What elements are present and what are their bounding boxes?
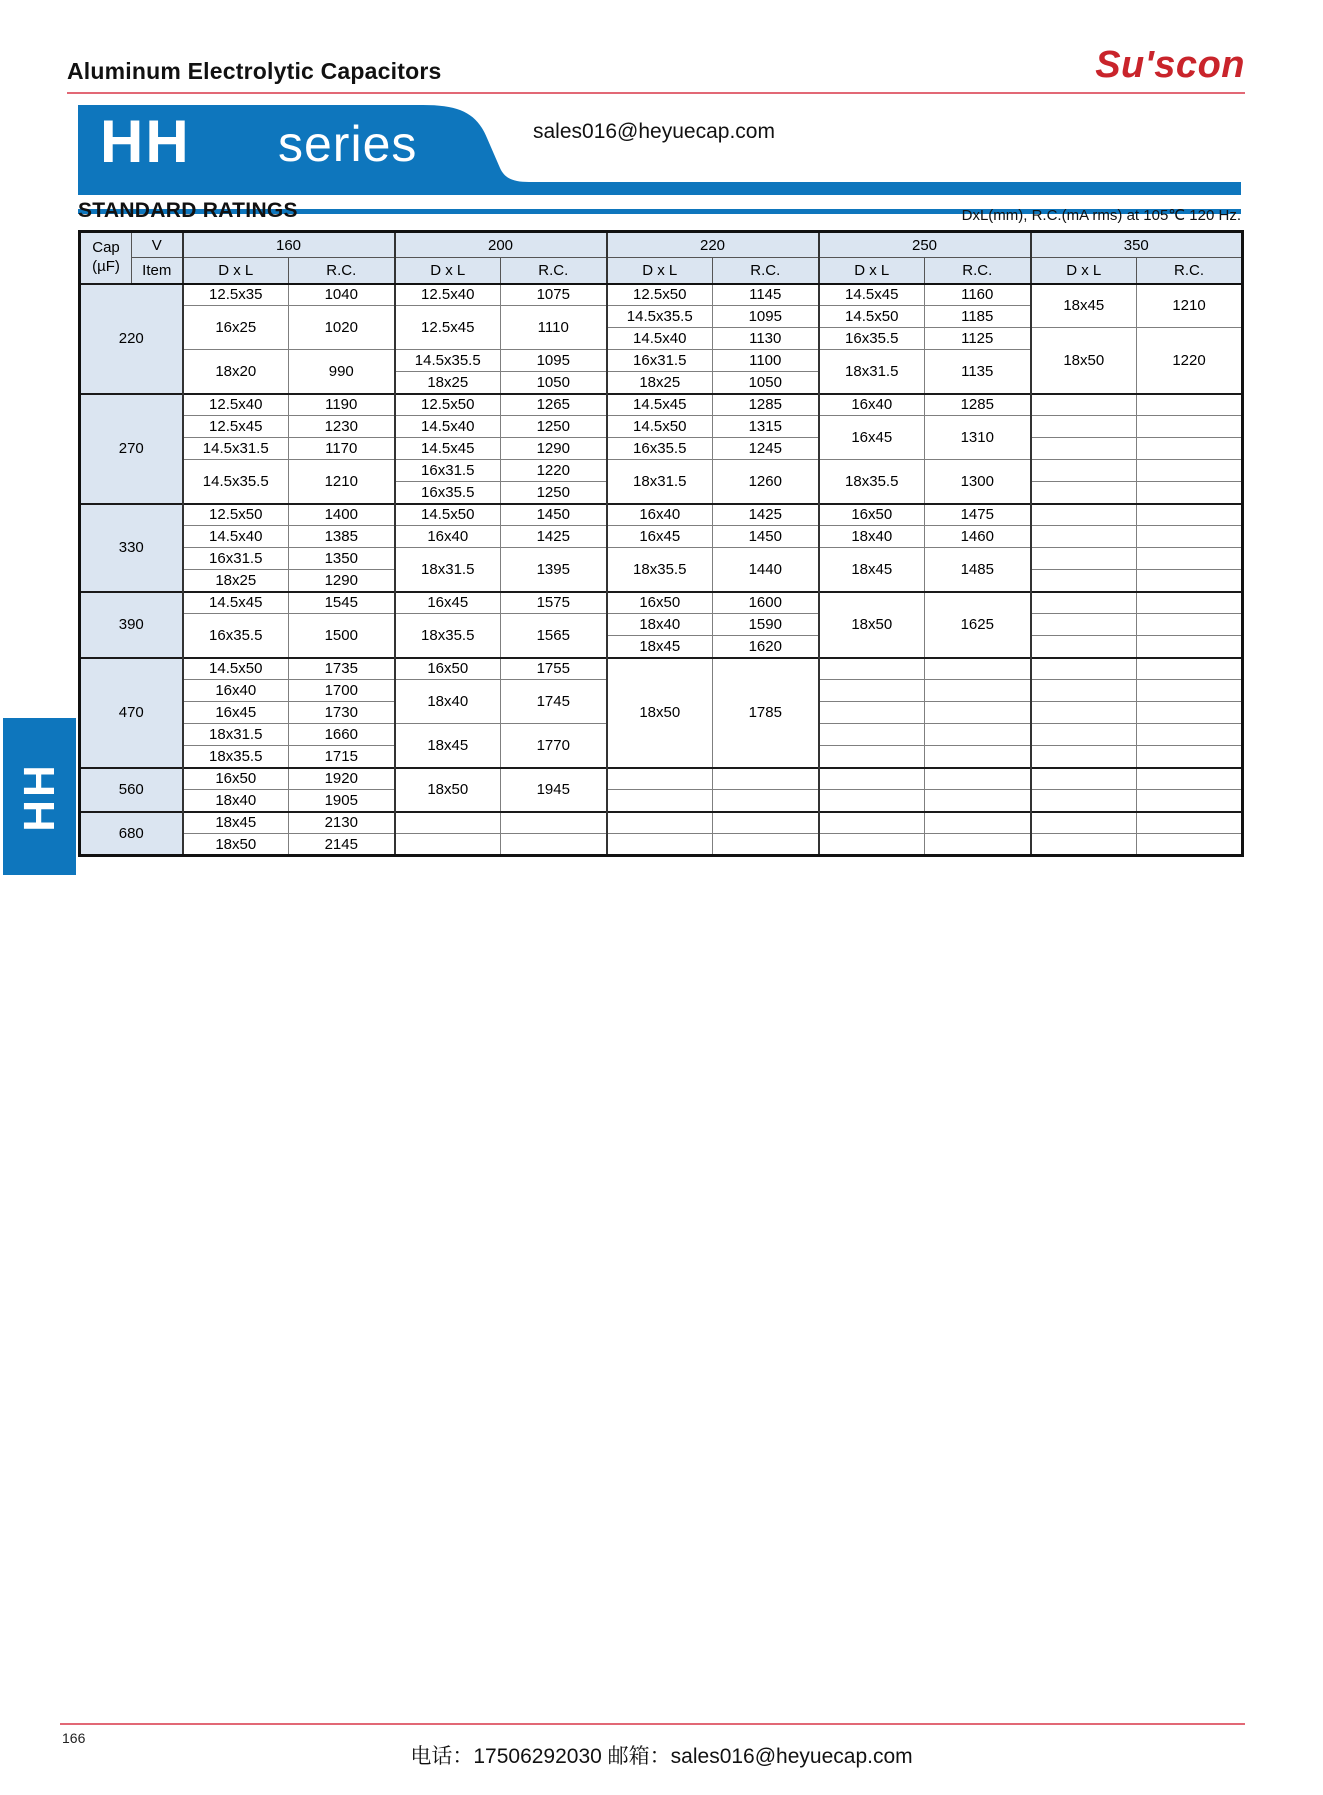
rc-cell: 1715 <box>289 746 395 768</box>
rc-cell <box>1137 768 1243 790</box>
side-tab-label: HH <box>14 761 64 832</box>
dxl-cell: 14.5x40 <box>183 526 289 548</box>
dxl-cell: 18x45 <box>183 812 289 834</box>
dxl-cell <box>1031 570 1137 592</box>
dxl-cell: 18x45 <box>819 548 925 592</box>
dxl-cell <box>395 812 501 834</box>
dxl-cell <box>1031 416 1137 438</box>
rc-cell: 1290 <box>289 570 395 592</box>
rc-cell <box>1137 636 1243 658</box>
rc-cell: 1050 <box>501 372 607 394</box>
dxl-cell <box>819 834 925 856</box>
dxl-cell: 18x45 <box>395 724 501 768</box>
rc-cell: 1475 <box>925 504 1031 526</box>
dxl-cell <box>819 812 925 834</box>
dxl-cell: 18x35.5 <box>183 746 289 768</box>
rc-cell: 1735 <box>289 658 395 680</box>
dxl-cell: 18x25 <box>183 570 289 592</box>
dxl-cell: 14.5x50 <box>395 504 501 526</box>
dxl-cell <box>607 834 713 856</box>
dxl-cell <box>607 812 713 834</box>
dxl-cell: 18x25 <box>395 372 501 394</box>
dxl-cell: 18x35.5 <box>395 614 501 658</box>
rc-cell <box>1137 680 1243 702</box>
series-word: series <box>278 116 418 172</box>
cap-unit-label: (µF) <box>92 257 120 275</box>
dxl-cell: 18x50 <box>607 658 713 768</box>
rc-cell <box>1137 504 1243 526</box>
rc-cell: 1400 <box>289 504 395 526</box>
rc-cell: 1265 <box>501 394 607 416</box>
rc-cell: 1425 <box>501 526 607 548</box>
dxl-cell: 14.5x50 <box>183 658 289 680</box>
rc-cell: 1210 <box>289 460 395 504</box>
rc-cell: 990 <box>289 350 395 394</box>
dxl-cell: 18x35.5 <box>819 460 925 504</box>
table-row <box>80 284 1243 306</box>
rc-cell: 1500 <box>289 614 395 658</box>
dxl-cell <box>819 790 925 812</box>
rc-cell <box>1137 658 1243 680</box>
dxl-cell: 16x35.5 <box>183 614 289 658</box>
table-row <box>80 504 1243 526</box>
rc-cell: 1230 <box>289 416 395 438</box>
table-row <box>80 790 1243 812</box>
rc-cell: 1095 <box>713 306 819 328</box>
banner-swoosh-shape <box>78 105 1241 195</box>
dxl-cell: 16x35.5 <box>607 438 713 460</box>
dxl-cell <box>819 680 925 702</box>
dxl-header: D x L <box>607 258 713 284</box>
dxl-cell: 12.5x45 <box>183 416 289 438</box>
dxl-cell: 14.5x45 <box>819 284 925 306</box>
page-number: 166 <box>62 1730 86 1746</box>
table-row <box>80 658 1243 680</box>
rc-cell <box>1137 482 1243 504</box>
rc-cell: 2130 <box>289 812 395 834</box>
document-title: Aluminum Electrolytic Capacitors <box>67 58 442 84</box>
dxl-cell: 16x40 <box>395 526 501 548</box>
rc-cell <box>501 812 607 834</box>
rc-cell: 1385 <box>289 526 395 548</box>
rc-cell: 1700 <box>289 680 395 702</box>
rc-cell <box>1137 724 1243 746</box>
dxl-cell: 18x40 <box>183 790 289 812</box>
series-code: HH <box>100 108 191 175</box>
rc-cell: 1050 <box>713 372 819 394</box>
table-row <box>80 834 1243 856</box>
rc-cell: 1450 <box>501 504 607 526</box>
dxl-cell: 16x45 <box>183 702 289 724</box>
rc-cell: 1945 <box>501 768 607 812</box>
footer-rule <box>60 1723 1245 1725</box>
table-row <box>80 526 1243 548</box>
rc-cell: 1565 <box>501 614 607 658</box>
voltage-axis-label: V <box>132 232 183 258</box>
rc-cell: 1575 <box>501 592 607 614</box>
dxl-cell: 14.5x50 <box>607 416 713 438</box>
rc-cell: 1250 <box>501 416 607 438</box>
rc-cell: 1300 <box>925 460 1031 504</box>
rc-cell <box>1137 394 1243 416</box>
rc-cell: 1425 <box>713 504 819 526</box>
dxl-header: D x L <box>395 258 501 284</box>
dxl-cell <box>1031 702 1137 724</box>
dxl-cell <box>607 768 713 790</box>
dxl-cell <box>1031 438 1137 460</box>
ratings-note: DxL(mm), R.C.(mA rms) at 105℃ 120 Hz. <box>961 207 1241 224</box>
rc-cell: 1450 <box>713 526 819 548</box>
dxl-cell: 18x31.5 <box>607 460 713 504</box>
rc-cell: 1145 <box>713 284 819 306</box>
rc-cell: 2145 <box>289 834 395 856</box>
rc-cell: 1315 <box>713 416 819 438</box>
dxl-cell: 16x45 <box>607 526 713 548</box>
rc-header: R.C. <box>501 258 607 284</box>
rc-cell <box>925 768 1031 790</box>
dxl-cell: 16x35.5 <box>395 482 501 504</box>
rc-cell <box>713 790 819 812</box>
rc-header: R.C. <box>1137 258 1243 284</box>
dxl-cell <box>1031 504 1137 526</box>
cap-value-cell: 330 <box>80 504 183 592</box>
rc-cell: 1590 <box>713 614 819 636</box>
dxl-cell: 18x40 <box>607 614 713 636</box>
dxl-cell: 14.5x45 <box>395 438 501 460</box>
contact-email: sales016@heyuecap.com <box>533 120 775 143</box>
dxl-cell: 14.5x50 <box>819 306 925 328</box>
dxl-cell: 16x31.5 <box>607 350 713 372</box>
rc-cell <box>1137 592 1243 614</box>
dxl-cell: 18x25 <box>607 372 713 394</box>
rc-header: R.C. <box>925 258 1031 284</box>
rc-cell: 1095 <box>501 350 607 372</box>
dxl-cell: 16x35.5 <box>819 328 925 350</box>
rc-cell: 1220 <box>501 460 607 482</box>
rc-cell <box>925 746 1031 768</box>
dxl-cell: 18x40 <box>819 526 925 548</box>
rc-cell: 1185 <box>925 306 1031 328</box>
cap-value-cell: 270 <box>80 394 183 504</box>
section-title: STANDARD RATINGS <box>78 199 298 222</box>
dxl-cell: 12.5x45 <box>395 306 501 350</box>
dxl-cell: 14.5x40 <box>607 328 713 350</box>
rc-cell: 1260 <box>713 460 819 504</box>
rc-cell: 1245 <box>713 438 819 460</box>
dxl-cell: 14.5x31.5 <box>183 438 289 460</box>
rc-cell: 1020 <box>289 306 395 350</box>
rc-cell: 1285 <box>713 394 819 416</box>
rc-cell: 1135 <box>925 350 1031 394</box>
dxl-cell <box>1031 834 1137 856</box>
rc-header: R.C. <box>713 258 819 284</box>
dxl-header: D x L <box>1031 258 1137 284</box>
item-label: Item <box>132 258 183 284</box>
voltage-header-250: 250 <box>819 232 1031 258</box>
dxl-cell <box>1031 724 1137 746</box>
dxl-cell: 14.5x45 <box>607 394 713 416</box>
dxl-cell <box>819 768 925 790</box>
dxl-cell: 14.5x45 <box>183 592 289 614</box>
dxl-cell: 14.5x35.5 <box>183 460 289 504</box>
rc-cell <box>1137 526 1243 548</box>
rc-cell <box>1137 702 1243 724</box>
dxl-cell <box>1031 614 1137 636</box>
dxl-cell: 16x50 <box>183 768 289 790</box>
standard-ratings-table <box>78 230 1244 857</box>
table-row <box>80 812 1243 834</box>
dxl-cell <box>1031 768 1137 790</box>
dxl-cell <box>1031 680 1137 702</box>
rc-cell: 1350 <box>289 548 395 570</box>
dxl-cell <box>819 746 925 768</box>
rc-cell: 1545 <box>289 592 395 614</box>
dxl-cell <box>395 834 501 856</box>
rc-cell: 1600 <box>713 592 819 614</box>
dxl-cell <box>607 790 713 812</box>
cap-label: Cap <box>92 239 120 256</box>
dxl-cell: 14.5x35.5 <box>607 306 713 328</box>
table-row <box>80 460 1243 482</box>
rc-cell: 1440 <box>713 548 819 592</box>
rc-cell: 1210 <box>1137 284 1243 328</box>
rc-cell: 1770 <box>501 724 607 768</box>
header-rule <box>67 92 1245 94</box>
rc-cell: 1920 <box>289 768 395 790</box>
dxl-cell <box>1031 526 1137 548</box>
rc-cell: 1040 <box>289 284 395 306</box>
footer-contact: 电话：17506292030 邮箱：sales016@heyuecap.com <box>410 1745 913 1768</box>
rc-cell <box>925 658 1031 680</box>
rc-cell <box>713 834 819 856</box>
voltage-header-220: 220 <box>607 232 819 258</box>
dxl-cell: 16x50 <box>819 504 925 526</box>
rc-cell <box>1137 812 1243 834</box>
dxl-cell: 16x25 <box>183 306 289 350</box>
cap-value-cell: 470 <box>80 658 183 768</box>
rc-cell: 1250 <box>501 482 607 504</box>
dxl-cell <box>1031 812 1137 834</box>
rc-cell <box>925 790 1031 812</box>
rc-cell <box>925 702 1031 724</box>
rc-cell: 1755 <box>501 658 607 680</box>
dxl-cell: 16x45 <box>395 592 501 614</box>
table-row <box>80 438 1243 460</box>
cap-value-cell: 220 <box>80 284 183 394</box>
rc-cell: 1485 <box>925 548 1031 592</box>
dxl-cell <box>1031 636 1137 658</box>
ratings-tbody <box>80 284 1243 856</box>
rc-cell <box>501 834 607 856</box>
dxl-cell <box>819 702 925 724</box>
rc-cell: 1075 <box>501 284 607 306</box>
rc-cell: 1130 <box>713 328 819 350</box>
table-row <box>80 592 1243 614</box>
dxl-cell <box>819 658 925 680</box>
rc-cell: 1905 <box>289 790 395 812</box>
dxl-cell: 18x45 <box>607 636 713 658</box>
voltage-header-350: 350 <box>1031 232 1243 258</box>
rc-cell: 1170 <box>289 438 395 460</box>
rc-cell <box>713 812 819 834</box>
dxl-cell <box>1031 482 1137 504</box>
dxl-cell <box>1031 592 1137 614</box>
dxl-cell: 18x45 <box>1031 284 1137 328</box>
table-row <box>80 548 1243 570</box>
dxl-cell: 16x50 <box>395 658 501 680</box>
dxl-cell: 12.5x50 <box>395 394 501 416</box>
voltage-header-160: 160 <box>183 232 395 258</box>
dxl-cell: 18x20 <box>183 350 289 394</box>
rc-cell: 1285 <box>925 394 1031 416</box>
rc-cell: 1395 <box>501 548 607 592</box>
dxl-cell: 18x50 <box>1031 328 1137 394</box>
table-row <box>80 416 1243 438</box>
dxl-cell: 12.5x35 <box>183 284 289 306</box>
dxl-cell: 12.5x40 <box>183 394 289 416</box>
rc-cell <box>713 768 819 790</box>
rc-cell: 1100 <box>713 350 819 372</box>
table-row <box>80 394 1243 416</box>
rc-cell: 1110 <box>501 306 607 350</box>
dxl-cell: 12.5x50 <box>607 284 713 306</box>
dxl-cell: 16x50 <box>607 592 713 614</box>
rc-cell <box>1137 460 1243 482</box>
dxl-cell <box>1031 460 1137 482</box>
dxl-cell: 18x50 <box>183 834 289 856</box>
dxl-cell <box>1031 658 1137 680</box>
dxl-cell: 18x50 <box>819 592 925 658</box>
rc-cell: 1660 <box>289 724 395 746</box>
dxl-cell: 18x31.5 <box>183 724 289 746</box>
table-row <box>80 614 1243 636</box>
dxl-cell: 14.5x40 <box>395 416 501 438</box>
dxl-cell: 16x40 <box>183 680 289 702</box>
rc-cell: 1190 <box>289 394 395 416</box>
dxl-cell: 18x31.5 <box>395 548 501 592</box>
rc-cell <box>1137 416 1243 438</box>
rc-cell: 1290 <box>501 438 607 460</box>
dxl-cell <box>1031 790 1137 812</box>
rc-header: R.C. <box>289 258 395 284</box>
dxl-cell: 16x31.5 <box>183 548 289 570</box>
dxl-cell <box>1031 746 1137 768</box>
dxl-cell: 12.5x50 <box>183 504 289 526</box>
rc-cell: 1620 <box>713 636 819 658</box>
corner-cap-header <box>80 232 132 284</box>
rc-cell <box>1137 746 1243 768</box>
rc-cell <box>925 812 1031 834</box>
dxl-header: D x L <box>819 258 925 284</box>
dxl-cell: 18x40 <box>395 680 501 724</box>
cap-value-cell: 680 <box>80 812 183 856</box>
series-banner <box>78 105 1241 195</box>
brand-logo: Su'scon <box>1095 44 1245 86</box>
dxl-cell: 18x35.5 <box>607 548 713 592</box>
rc-cell <box>925 834 1031 856</box>
rc-cell <box>1137 438 1243 460</box>
voltage-header-200: 200 <box>395 232 607 258</box>
dxl-header: D x L <box>183 258 289 284</box>
rc-cell: 1160 <box>925 284 1031 306</box>
rc-cell <box>1137 834 1243 856</box>
dxl-cell: 12.5x40 <box>395 284 501 306</box>
dxl-cell <box>1031 394 1137 416</box>
cap-value-cell: 560 <box>80 768 183 812</box>
table-row <box>80 768 1243 790</box>
rc-cell <box>925 680 1031 702</box>
rc-cell <box>1137 570 1243 592</box>
rc-cell <box>1137 614 1243 636</box>
rc-cell: 1785 <box>713 658 819 768</box>
rc-cell <box>925 724 1031 746</box>
dxl-cell <box>819 724 925 746</box>
dxl-cell: 14.5x35.5 <box>395 350 501 372</box>
rc-cell <box>1137 548 1243 570</box>
series-side-tab <box>3 718 76 875</box>
rc-cell: 1310 <box>925 416 1031 460</box>
rc-cell: 1125 <box>925 328 1031 350</box>
rc-cell: 1745 <box>501 680 607 724</box>
rc-cell: 1730 <box>289 702 395 724</box>
rc-cell: 1625 <box>925 592 1031 658</box>
cap-value-cell: 390 <box>80 592 183 658</box>
dxl-cell: 16x40 <box>819 394 925 416</box>
rc-cell <box>1137 790 1243 812</box>
dxl-cell: 16x45 <box>819 416 925 460</box>
dxl-cell: 18x31.5 <box>819 350 925 394</box>
rc-cell: 1460 <box>925 526 1031 548</box>
dxl-cell: 16x40 <box>607 504 713 526</box>
dxl-cell: 18x50 <box>395 768 501 812</box>
dxl-cell <box>1031 548 1137 570</box>
dxl-cell: 16x31.5 <box>395 460 501 482</box>
rc-cell: 1220 <box>1137 328 1243 394</box>
